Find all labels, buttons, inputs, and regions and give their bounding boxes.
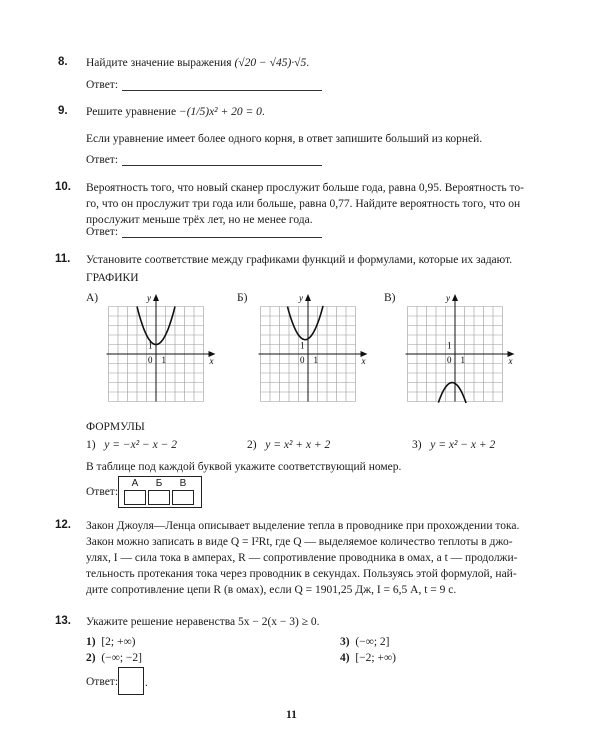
formula-3-expr: y = x² − x + 2 bbox=[430, 439, 496, 451]
q10-text bbox=[86, 180, 541, 228]
q8-text: Найдите значение выражения (√20 − √45)·√5. bbox=[86, 57, 310, 69]
formula-1-expr: y = −x² − x − 2 bbox=[104, 439, 178, 451]
q9-note: Если уравнение имеет более одного корня, в ответ запишите больший из корней. bbox=[86, 133, 483, 145]
y-axis-arrow bbox=[153, 294, 159, 301]
graph-a-label: А) bbox=[86, 292, 99, 304]
origin-label: 0 bbox=[148, 355, 153, 365]
page-number: 11 bbox=[286, 709, 297, 721]
q8-answer-label: Ответ: bbox=[86, 79, 119, 91]
graph-b-label: Б) bbox=[237, 292, 248, 304]
q13-option-2-num: 2) bbox=[86, 652, 96, 664]
graph-b bbox=[252, 292, 377, 413]
q13-answer-label: Ответ: bbox=[86, 676, 119, 688]
table-header-b: Б bbox=[155, 478, 163, 489]
q13-option-3-num: 3) bbox=[340, 636, 350, 648]
y-axis-label: y bbox=[147, 293, 151, 303]
graph-v-label: В) bbox=[384, 292, 396, 304]
formula-3 bbox=[412, 437, 495, 453]
origin-label: 0 bbox=[300, 355, 305, 365]
q9-text: Решите уравнение −(1/5)x² + 20 = 0. bbox=[86, 106, 265, 118]
q13-option-4-num: 4) bbox=[340, 652, 350, 664]
origin-label: 0 bbox=[447, 355, 452, 365]
q13-number: 13. bbox=[55, 615, 71, 627]
answer-cell-b[interactable] bbox=[148, 490, 170, 505]
q13-option-3-value: (−∞; 2] bbox=[355, 636, 390, 648]
q9-expression: −(1/5)x² + 20 = 0 bbox=[178, 106, 262, 118]
q13-option-1-num: 1) bbox=[86, 636, 96, 648]
q9-answer-line[interactable] bbox=[122, 165, 322, 166]
formula-1 bbox=[86, 437, 177, 453]
graph-a-svg bbox=[100, 292, 225, 410]
q13-option-2 bbox=[86, 650, 142, 666]
formula-2-num: 2) bbox=[247, 439, 257, 451]
table-header-a: А bbox=[131, 478, 139, 489]
q12-line: Закон Джоуля—Ленца описывает выделение тепла в проводнике при прохождении тока. bbox=[86, 520, 520, 532]
graph-v-svg bbox=[399, 292, 524, 410]
y-axis-arrow bbox=[452, 294, 458, 301]
y-one-label: 1 bbox=[148, 340, 153, 351]
q11-graphs-title: ГРАФИКИ bbox=[86, 272, 139, 284]
x-axis-label: x bbox=[361, 356, 366, 366]
q8-question: Найдите значение выражения bbox=[86, 57, 232, 69]
q11-formulas-title: ФОРМУЛЫ bbox=[86, 421, 145, 433]
answer-cell-a[interactable] bbox=[124, 490, 146, 505]
q10-line: го, что он прослужит три года или больше, равна 0,77. Найдите вероятность того, что он bbox=[86, 198, 521, 210]
formula-1-num: 1) bbox=[86, 439, 96, 451]
q8-number: 8. bbox=[58, 56, 68, 68]
x-axis-label: x bbox=[508, 356, 513, 366]
q8-answer-line[interactable] bbox=[122, 90, 322, 91]
parabola-curve bbox=[438, 383, 466, 403]
q12-text bbox=[86, 518, 541, 598]
q10-answer-label: Ответ: bbox=[86, 226, 119, 238]
q10-line: прослужит меньше трёх лет, но не менее года. bbox=[86, 214, 313, 226]
formula-2-expr: y = x² + x + 2 bbox=[265, 439, 331, 451]
y-one-label: 1 bbox=[300, 340, 305, 351]
q13-option-3 bbox=[340, 634, 390, 650]
q13-text: Укажите решение неравенства 5x − 2(x − 3) ≥ 0. bbox=[86, 616, 320, 628]
q13-option-4-value: [−2; +∞) bbox=[355, 652, 396, 664]
q10-line: Вероятность того, что новый сканер прослужит больше года, равна 0,95. Вероятность то- bbox=[86, 182, 525, 194]
y-axis-label: y bbox=[446, 293, 450, 303]
q8-expression: (√20 − √45)·√5 bbox=[234, 57, 307, 69]
graph-v bbox=[399, 292, 524, 413]
q12-line: тельность протекания тока через проводник в секундах. Пользуясь этой формулой, най- bbox=[86, 568, 517, 580]
graph-b-svg bbox=[252, 292, 377, 410]
q13-option-4 bbox=[340, 650, 396, 666]
q10-number: 10. bbox=[55, 181, 71, 193]
table-header-v: В bbox=[179, 478, 187, 489]
q12-number: 12. bbox=[55, 519, 71, 531]
q13-option-1-value: [2; +∞) bbox=[101, 636, 136, 648]
q11-number: 11. bbox=[55, 253, 71, 265]
x-one-label: 1 bbox=[460, 355, 465, 365]
q12-line: улях, I — сила тока в амперах, R — сопротивление проводника в омах, а t — продолжи- bbox=[86, 552, 518, 564]
formula-3-num: 3) bbox=[412, 439, 422, 451]
q9-answer-label: Ответ: bbox=[86, 154, 119, 166]
q11-answer-table bbox=[118, 476, 202, 508]
q9-question: Решите уравнение bbox=[86, 106, 177, 118]
y-axis-arrow bbox=[305, 294, 311, 301]
formula-2 bbox=[247, 437, 330, 453]
q13-answer-box[interactable] bbox=[118, 667, 144, 695]
y-axis-label: y bbox=[299, 293, 303, 303]
q12-line: дите сопротивление цепи R (в омах), если Q = 1901,25 Дж, I = 6,5 А, t = 9 с. bbox=[86, 584, 457, 596]
q10-answer-line[interactable] bbox=[122, 237, 322, 238]
q11-instruction: В таблице под каждой буквой укажите соответствующий номер. bbox=[86, 461, 402, 473]
q11-text: Установите соответствие между графиками функций и формулами, которые их задают. bbox=[86, 254, 513, 266]
q11-answer-label: Ответ: bbox=[86, 486, 119, 498]
x-one-label: 1 bbox=[161, 355, 166, 365]
graph-a bbox=[100, 292, 225, 413]
x-axis-label: x bbox=[209, 356, 214, 366]
q13-option-1 bbox=[86, 634, 136, 650]
q13-option-2-value: (−∞; −2] bbox=[101, 652, 142, 664]
x-one-label: 1 bbox=[313, 355, 318, 365]
answer-cell-v[interactable] bbox=[172, 490, 194, 505]
q13-answer-dot: . bbox=[145, 677, 148, 689]
q12-line: Закон можно записать в виде Q = I²Rt, где Q — выделяемое количество теплоты в джо- bbox=[86, 536, 513, 548]
y-one-label: 1 bbox=[447, 340, 452, 351]
q9-number: 9. bbox=[58, 105, 68, 117]
